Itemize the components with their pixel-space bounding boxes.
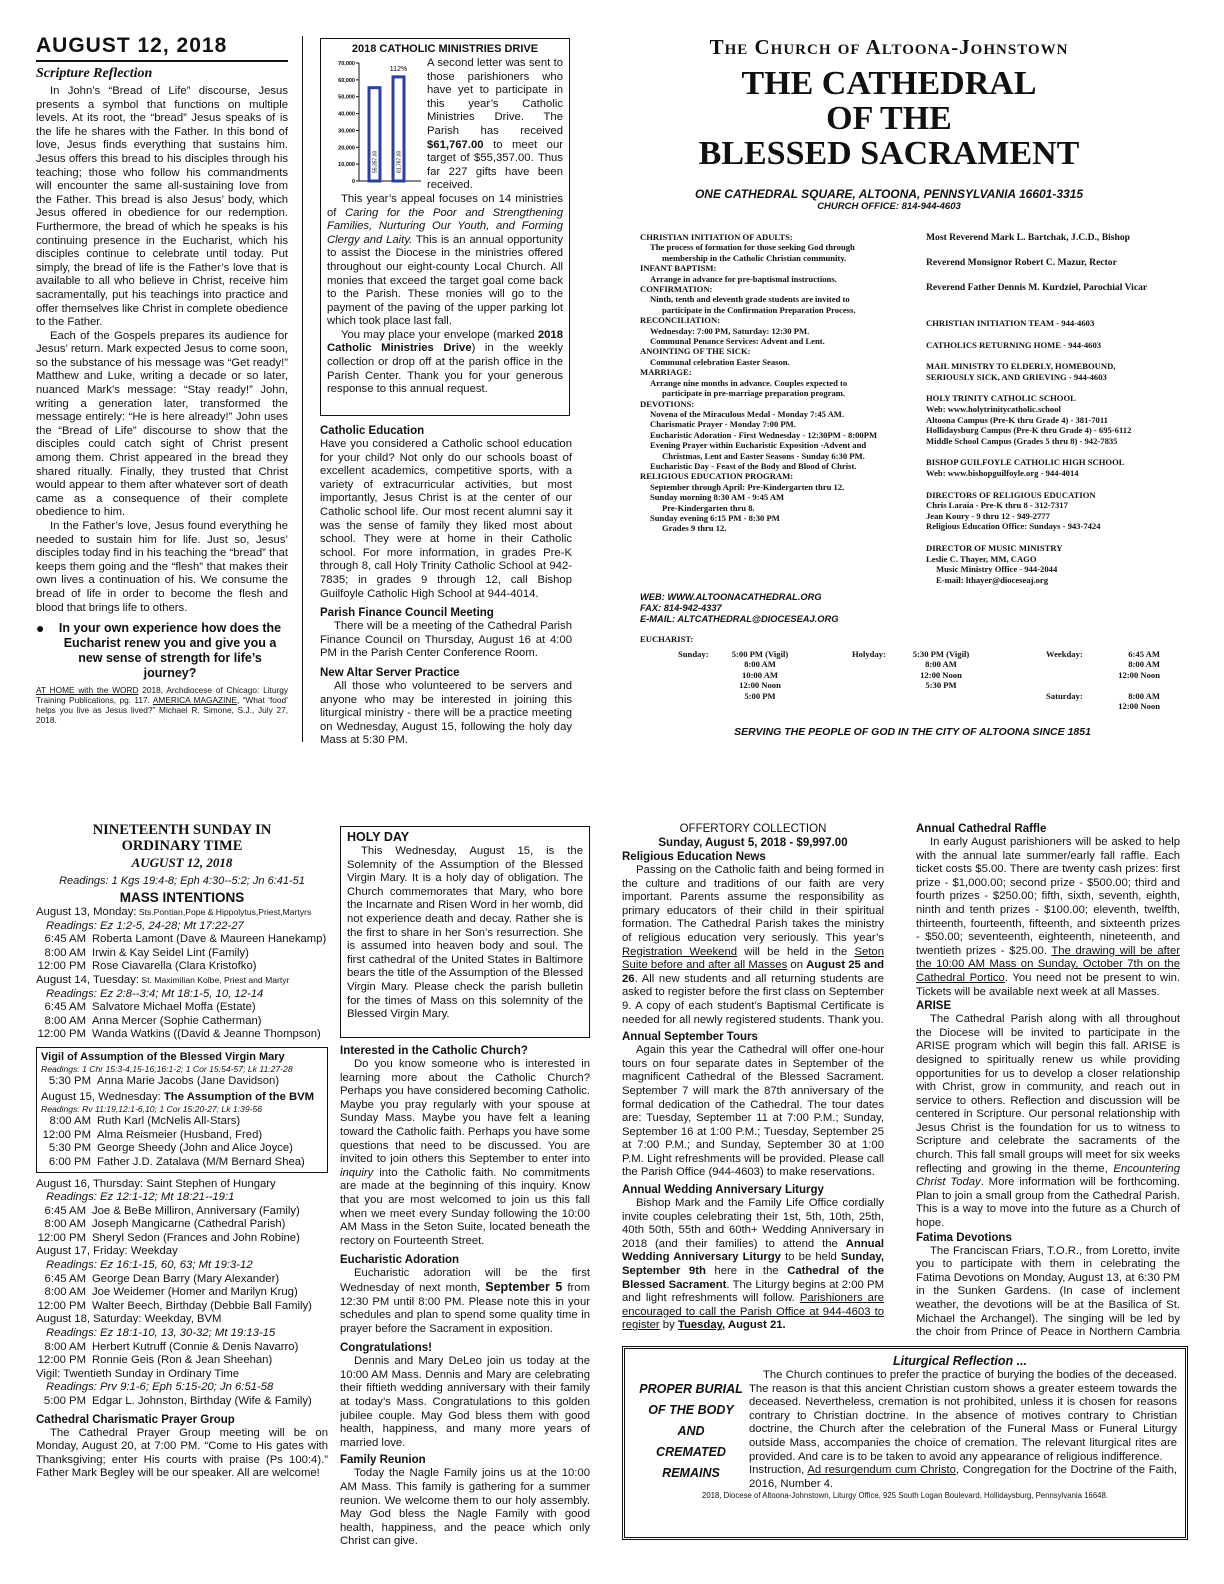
intention-name: Salvatore Michael Moffa (Estate) bbox=[92, 1001, 256, 1014]
offertory-heading: OFFERTORY COLLECTION bbox=[679, 823, 827, 835]
intention-time: 5:30 PM bbox=[48, 1142, 91, 1155]
catholic-education-heading: Catholic Education bbox=[320, 425, 425, 437]
sacrament-line: Grades 9 thru 12. bbox=[662, 523, 727, 534]
intention-name: Joseph Mangicarne (Cathedral Parish) bbox=[92, 1218, 286, 1231]
bar-label: 61,767.00 bbox=[396, 150, 403, 173]
altar-text: All those who volunteered to be servers and anyone who may be interested in joining this liturgical ministry - there will be a practice meeting on Wednesday, August 15, following the holy day Mass at 5:30 PM. bbox=[320, 679, 572, 747]
sacrament-heading: RECONCILIATION: bbox=[640, 315, 721, 326]
intention-name: Alma Reismeier (Husband, Fred) bbox=[97, 1128, 263, 1141]
intention-row bbox=[41, 1115, 305, 1129]
charismatic-heading: Cathedral Charismatic Prayer Group bbox=[36, 1413, 235, 1426]
fatima-heading: Fatima Devotions bbox=[916, 1231, 1012, 1244]
intention-row bbox=[36, 1341, 298, 1355]
mass-day-label: August 14, Tuesday: bbox=[36, 973, 139, 986]
clergy-rector: Reverend Monsignor Robert C. Mazur, Rector bbox=[926, 257, 1117, 268]
offertory-line: Sunday, August 5, 2018 - $9,997.00 bbox=[658, 837, 848, 849]
column-divider bbox=[302, 36, 303, 742]
sacrament-heading: DEVOTIONS: bbox=[640, 398, 695, 409]
directory-line: HOLY TRINITY CATHOLIC SCHOOL bbox=[926, 393, 1076, 404]
sacrament-line: participate in pre-marriage preparation program. bbox=[662, 388, 846, 399]
mass-day bbox=[36, 1178, 328, 1192]
intention-table bbox=[36, 1205, 300, 1246]
mass-day-readings: Readings: Ez 16:1-15, 60, 63; Mt 19:3-12 bbox=[46, 1259, 253, 1272]
y-tick-label: 30,000 bbox=[338, 128, 355, 135]
sacrament-line: Charismatic Prayer - Monday 7:00 PM. bbox=[650, 419, 796, 430]
mass-time: 8:00 AM bbox=[1128, 659, 1160, 670]
intention-name: Herbert Kutruff (Connie & Denis Navarro) bbox=[92, 1340, 299, 1353]
sacrament-line: Ninth, tenth and eleventh grade students are invited to bbox=[650, 294, 850, 305]
intention-row bbox=[41, 1129, 305, 1143]
directory-line: E-mail: lthayer@dioceseaj.org bbox=[936, 574, 1049, 585]
mass-time: 5:30 PM (Vigil) bbox=[912, 648, 970, 659]
scripture-body bbox=[36, 85, 288, 615]
intention-time: 12:00 PM bbox=[37, 960, 86, 973]
sunday-title-2: ORDINARY TIME bbox=[121, 838, 243, 854]
mass-day-feast: Sts.Pontian,Pope & Hippolytus,Priest,Martyrs bbox=[136, 907, 312, 917]
scripture-heading: Scripture Reflection bbox=[36, 66, 153, 81]
sacrament-line: Communal celebration Easter Season. bbox=[650, 356, 790, 367]
holyday-times bbox=[896, 649, 986, 691]
eucharist-schedule bbox=[640, 634, 1185, 712]
intention-time: 12:00 PM bbox=[37, 1028, 86, 1041]
adoration-text: Eucharistic adoration will be the first Wednesday of next month, September 5 from 12:30 PM until 8:00 PM. Please note this in your schedules and plan to spend some quality time in prayer before the Sacrament in exposition. bbox=[340, 1267, 590, 1335]
intention-time: 5:30 PM bbox=[48, 1074, 91, 1087]
charismatic-text: The Cathedral Prayer Group meeting will be on Monday, August 20, at 7:00 PM. “Come to His gates with Thanksgiving; enter His courts with praise (Ps 100:4).” Father Mark Begley will be our speaker. All are welcome! bbox=[36, 1426, 328, 1480]
scripture-paragraph: In the Father’s love, Jesus found everything he needed to sustain him for life. Just so, Jesus’ disciples today find in his teaching the “bread” that keeps them going and the “flesh” that makes their own lives a continuation of his. We consume the bread of life in order to become the flesh and blood that brings life to others. bbox=[36, 520, 288, 614]
drive-bar-chart bbox=[327, 57, 423, 187]
raffle-heading: Annual Cathedral Raffle bbox=[916, 823, 1047, 835]
scripture-paragraph: Each of the Gospels prepares its audience for Jesus’ return. Mark expected Jesus to come soon, so the substance of his message was “Get ready!” Matthew and Luke, writing a decade or so later, nuanced Mark’s message: “Stay ready!” John, writing a generation later, transformed the message entirely: “He is here already!” John uses the “Bread of Life” discourse to show that the disciples could catch sight of Christ present among them. Christ appeared in the bread they shared ritually. Finally, they trusted that Christ would appear to them after whatever sort of death came as a consequence of their complete obedience to him. bbox=[36, 329, 288, 519]
drive-title: 2018 CATHOLIC MINISTRIES DRIVE bbox=[351, 43, 539, 55]
mass-time: 12:00 Noon bbox=[1118, 701, 1160, 712]
mass-intentions-column bbox=[36, 822, 328, 1552]
intention-row bbox=[36, 1395, 312, 1409]
mass-day-label: August 16, Thursday: bbox=[36, 1177, 144, 1190]
address: ONE CATHEDRAL SQUARE, ALTOONA, PENNSYLVANIA 16601-3315 bbox=[694, 187, 1084, 201]
holy-day-text: This Wednesday, August 15, is the Solemnity of the Assumption of the Blessed Virgin Mary. It is a holy day of obligation. The Church commemorates that Mary, who bore the Incarnate and Risen Word in her womb, did not experience death and decay. Rather she is the first to share in her Son’s resurrection. She is assumed into heaven body and soul. The first cathedral of the United States in Baltimore bears the title of the Assumption of the Blessed Virgin Mary. Please check the parish bulletin for the times of Mass on this solemnity of the Blessed Virgin Mary. bbox=[347, 845, 583, 1021]
interested-heading: Interested in the Catholic Church? bbox=[340, 1045, 528, 1057]
mass-day bbox=[36, 906, 328, 920]
y-tick-label: 20,000 bbox=[338, 145, 355, 152]
intention-name: Anna Marie Jacobs (Jane Davidson) bbox=[97, 1074, 280, 1087]
holyday-label: Holyday: bbox=[852, 648, 886, 659]
mass-day bbox=[36, 974, 328, 988]
mass-time: 12:00 Noon bbox=[1118, 669, 1160, 680]
intention-name: George Sheedy (John and Alice Joyce) bbox=[97, 1142, 293, 1155]
directory-line: DIRECTOR OF MUSIC MINISTRY bbox=[926, 542, 1063, 553]
reunion-text: Today the Nagle Family joins us at the 10:00 AM Mass. This family is gathering for a summer reunion. We welcome them to our holy assembly. May God bless the Nagle Family with good health, happiness, and the peace which only Christ can give. bbox=[340, 1467, 590, 1548]
directory-line: Middle School Campus (Grades 5 thru 8) - 942-7835 bbox=[926, 435, 1118, 446]
tours-heading: Annual September Tours bbox=[622, 1031, 758, 1044]
intention-name: Joe & BeBe Milliron, Anniversary (Family) bbox=[92, 1204, 300, 1217]
mass-day-readings: Readings: Ez 2:8--3:4; Mt 18:1-5, 10, 12-14 bbox=[46, 987, 264, 1000]
mass-days-b bbox=[36, 1178, 328, 1368]
intention-row bbox=[36, 933, 326, 947]
scripture-paragraph: In John’s “Bread of Life” discourse, Jesus presents a symbol that functions on multiple levels. At its root, the “bread” Jesus speaks of is the life he shares with the Father. In this bond of love, Jesus finds everything that sustains him. Jesus offers this bread to his disciples through his teaching; those who follow his commandments will encounter the same all-sustaining love from the Father. This bread is also Jesus’ body, which Jesus offered in obedience for our redemption. Furthermore, the bread of which he speaks is his continuing presence in the Eucharist, which his disciples continue to celebrate until today. Put simply, the bread of life is the Father’s love that is available to all who believe in Christ, receive him sacramentally, put his teachings into practice and offer themselves like Christ in complete obedience to the Father. bbox=[36, 85, 288, 329]
sunday-label: Sunday: bbox=[678, 648, 709, 659]
weekday-times bbox=[1100, 649, 1160, 681]
mass-day-readings: Readings: Ez 18:1-10, 13, 30-32; Mt 19:13-15 bbox=[46, 1327, 276, 1340]
scripture-credit: AT HOME with the WORD 2018, Archdiocese of Chicago: Liturgy Training Publications, pg. 117. AMERICA MAGAZINE, “What ‘food’ helps you live as Jesus lived?” Michael R. Simone, S.J., July 27, 2018. bbox=[36, 685, 288, 726]
directory-line: Web: www.holytrinitycatholic.school bbox=[926, 403, 1061, 414]
assumption-readings: Readings: Rv 11:19,12:1-6,10; 1 Cor 15:20-27; Lk 1:39-56 bbox=[41, 1104, 263, 1115]
directory-line: Leslie C. Thayer, MM, CAGO bbox=[926, 553, 1037, 564]
y-tick-label: 0 bbox=[351, 179, 355, 185]
directory-line: CHRISTIAN INITIATION TEAM - 944-4603 bbox=[926, 318, 1095, 328]
intention-time: 8:00 AM bbox=[44, 946, 86, 959]
cathedral-name-3: BLESSED SACRAMENT bbox=[698, 135, 1080, 172]
finance-text: There will be a meeting of the Cathedral Parish Finance Council on Thursday, August 16 at 4:00 PM in the Parish Center Conference Room. bbox=[320, 620, 572, 660]
intention-row bbox=[36, 1286, 312, 1300]
catholic-education-text: Have you considered a Catholic school education for your child? Not only do our schools boast of excellent academics, competitive sports, with a variety of extracurricular activities, but most importantly, Jesus Christ is at the center of our Catholic school life. Our most recent alumni say it was the sense of family they liked most about school. They were at home in their Catholic school. For more information, in grades Pre-K through 8, call Holy Trinity Catholic School at 942-7835; in grades 9 through 12, call Bishop Guilfoyle Catholic High School at 944-4014. bbox=[320, 438, 572, 600]
drive-envelope: You may place your envelope (marked 2018 Catholic Ministries Drive) in the weekly collection or drop off at the parish office in the Parish Center. Thank you for your generous response to this annual request. bbox=[327, 328, 563, 396]
sacrament-line: Sunday evening 6:15 PM - 8:30 PM bbox=[650, 512, 780, 523]
reflection-question bbox=[36, 621, 288, 681]
intention-row bbox=[36, 1205, 300, 1219]
sacrament-line: Wednesday: 7:00 PM, Saturday: 12:30 PM. bbox=[650, 325, 810, 336]
intention-time: 6:45 AM bbox=[44, 1204, 86, 1217]
intention-name: Ronnie Geis (Ron & Jean Sheehan) bbox=[92, 1354, 273, 1367]
intention-table bbox=[41, 1075, 279, 1089]
fax-number: FAX: 814-942-4337 bbox=[640, 603, 722, 613]
intention-row bbox=[36, 1218, 300, 1232]
liturgical-heading: Liturgical Reflection ... bbox=[892, 1354, 1028, 1368]
intention-table bbox=[36, 933, 326, 974]
intention-row bbox=[41, 1156, 305, 1170]
saturday-label: Saturday: bbox=[1046, 690, 1083, 701]
vigil-sunday-day: Vigil: Twentieth Sunday in Ordinary Time bbox=[36, 1367, 240, 1380]
mass-day-feast: St. Maximilian Kolbe, Priest and Martyr bbox=[139, 974, 290, 985]
intention-name: Joe Weidemer (Homer and Marilyn Krug) bbox=[92, 1286, 298, 1299]
y-tick-label: 10,000 bbox=[338, 162, 355, 169]
congrats-text: Dennis and Mary DeLeo join us today at the 10:00 AM Mass. Dennis and Mary are celebrating their fiftieth wedding anniversary with their family at today’s Mass. Congratulations to this golden jubilee couple. May God bless them with good health, happiness, and many more years of married love. bbox=[340, 1355, 590, 1449]
holy-day-box bbox=[340, 826, 590, 1038]
intention-row bbox=[36, 1273, 312, 1287]
intention-row bbox=[36, 960, 326, 974]
mass-time: 8:00 AM bbox=[1128, 690, 1160, 701]
congrats-heading: Congratulations! bbox=[340, 1342, 432, 1355]
sacrament-line: membership in the Catholic Christian community. bbox=[662, 252, 847, 263]
vigil-title: Vigil of Assumption of the Blessed Virgin Mary bbox=[41, 1050, 285, 1063]
office-phone: CHURCH OFFICE: 814-944-4603 bbox=[817, 201, 961, 212]
intention-name: Walter Beech, Birthday (Debbie Ball Family) bbox=[92, 1299, 312, 1312]
ministries-drive-box bbox=[320, 38, 570, 416]
sacrament-line: Communal Penance Services: Advent and Lent. bbox=[650, 336, 825, 347]
wedding-heading: Annual Wedding Anniversary Liturgy bbox=[622, 1184, 824, 1197]
intention-table bbox=[36, 1273, 312, 1314]
reflection-question-text: In your own experience how does the Eucharist renew you and give you a new sense of strength for life’s journey? bbox=[58, 621, 282, 681]
mass-day-readings: Readings: Ez 1:2-5, 24-28; Mt 17:22-27 bbox=[46, 919, 244, 932]
drive-focus: This year’s appeal focuses on 14 ministries of Caring for the Poor and Strengthening Families, Nurturing Our Youth, and Forming Clergy and Laity. This is an annual opportunity to assist the Diocese in the ministries offered throughout our eight-county Local Church. All monies that exceed the target goal come back to the Parish. These monies will go to the payment of the paving of the upper parking lot which took place last fall. bbox=[327, 192, 564, 328]
sunday-times bbox=[720, 649, 800, 702]
sacrament-heading: CONFIRMATION: bbox=[640, 284, 713, 295]
news-column bbox=[622, 822, 884, 1338]
side-title-line: CREMATED bbox=[656, 1445, 726, 1459]
raffle-column bbox=[916, 822, 1180, 1338]
intention-time: 8:00 AM bbox=[44, 1218, 86, 1231]
intention-name: Ruth Karl (McNelis All-Stars) bbox=[97, 1115, 241, 1128]
liturgical-text: The Church continues to prefer the practice of burying the bodies of the deceased. The reason is that this ancient Christian custom shows a greater esteem towards the deceased. Nevertheless, cremation is not prohibited, unless it is chosen for reasons contrary to Christian doctrine. In the absence of motives contrary to Christian doctrine, the Church after the celebration of the Funeral Mass or Funeral Liturgy outside Mass, accompanies the choice of cremation. The relevant liturgical rites are provided. And care is to be taken to avoid any appearance of religious indifference. bbox=[749, 1369, 1177, 1463]
bulletin-date: AUGUST 12, 2018 bbox=[36, 34, 288, 62]
relig-ed-text: Passing on the Catholic faith and being formed in the culture and traditions of our faith are very important. Parents assume the responsibility as primary educators of their child in their spiritual formation. The Cathedral Parish takes the ministry of religious education very seriously. This year’s Registration Weekend will be held in the Seton Suite before and after all Masses on August 25 and 26. All new students and all returning students are asked to register before the first class on September 9. A copy of each student’s Baptismal Certificate is needed for all newly registered students. Thank you. bbox=[622, 864, 884, 1026]
altar-heading: New Altar Server Practice bbox=[320, 666, 460, 679]
intention-time: 8:00 AM bbox=[49, 1115, 91, 1128]
intention-row bbox=[36, 1354, 298, 1368]
serving-tagline: SERVING THE PEOPLE OF GOD IN THE CITY OF ALTOONA SINCE 1851 bbox=[734, 726, 1091, 738]
directory-line: DIRECTORS OF RELIGIOUS EDUCATION bbox=[926, 489, 1096, 500]
directory-line: Hollidaysburg Campus (Pre-K thru Grade 4) - 695-6112 bbox=[926, 425, 1132, 436]
intention-time: 6:00 PM bbox=[48, 1155, 91, 1168]
intention-time: 6:45 AM bbox=[44, 1272, 86, 1285]
intention-time: 8:00 AM bbox=[44, 1340, 86, 1353]
intention-name: Sheryl Sedon (Frances and John Robine) bbox=[92, 1231, 300, 1244]
bullet-icon: ● bbox=[36, 620, 45, 637]
y-tick-label: 60,000 bbox=[338, 77, 355, 84]
sacrament-line: The process of formation for those seeking God through bbox=[650, 242, 855, 253]
intention-name: Wanda Watkins ((David & Jeanne Thompson) bbox=[92, 1028, 321, 1041]
mass-day-feast: Weekday bbox=[127, 1245, 178, 1258]
wedding-text: Bishop Mark and the Family Life Office cordially invite couples celebrating their 1st, 5th, 10th, 25th, 40th 50th, 55th and 60th+ Wedding Anniversary in 2018 (and their families) to attend the Annual Wedding Anniversary Liturgy to be held Sunday, September 9th here in the Cathedral of the Blessed Sacrament. The Liturgy begins at 2:00 PM and light refreshments will follow. Parishioners are encouraged to call the Parish Office at 944-4603 to register by Tuesday, August 21. bbox=[622, 1197, 884, 1332]
bar-label: 55,357.00 bbox=[372, 150, 379, 173]
y-tick-label: 70,000 bbox=[338, 61, 355, 67]
middle-bottom-column bbox=[340, 1044, 590, 1548]
tours-text: Again this year the Cathedral will offer one-hour tours on four separate dates in September of the magnificent Cathedral of the Blessed Sacrament. September 7 will mark the 87th anniversary of the formal dedication of the Cathedral. The tour dates are: Tuesday, September 11 at 7:00 P.M.; Sunday, September 16 at 1:00 P.M.; Tuesday, September 25 at 7:00 P.M.; and Sunday, September 30 at 1:00 P.M. Light refreshments will be provided. Please call the Parish Office (944-4603) to make reservations. bbox=[622, 1044, 884, 1179]
vigil-sunday-readings: Readings: Prv 9:1-6; Eph 5:15-20; Jn 6:51-58 bbox=[46, 1381, 274, 1394]
arise-heading: ARISE bbox=[916, 1000, 952, 1013]
church-name: The Church of Altoona-Johnstown bbox=[709, 35, 1069, 59]
mass-time: 12:00 Noon bbox=[739, 680, 781, 691]
mass-time: 6:45 AM bbox=[1128, 648, 1160, 659]
liturgical-instruction: Instruction, Ad resurgendum cum Christo, Congregation for the Doctrine of the Faith, 2016, Number 4. bbox=[749, 1464, 1177, 1490]
intention-row bbox=[36, 1300, 312, 1314]
sacrament-line: participate in the Confirmation Preparation Process. bbox=[662, 304, 856, 315]
vigil-readings: Readings: 1 Chr 15:3-4,15-16;16:1-2; 1 Cor 15:54-57; Lk 11:27-28 bbox=[41, 1063, 293, 1074]
mass-day-feast: Saint Stephen of Hungary bbox=[143, 1177, 276, 1190]
sacrament-line: Arrange nine months in advance. Couples expected to bbox=[650, 377, 848, 388]
intention-time: 6:45 AM bbox=[44, 1001, 86, 1014]
mass-day-readings: Readings: Ez 12:1-12; Mt 18:21--19:1 bbox=[46, 1191, 235, 1204]
fatima-text: The Franciscan Friars, T.O.R., from Loretto, invite you to participate with them in celebrating the Fatima Devotions on Monday, August 13, at 6:30 PM in the Sunken Gardens. (In case of inclement weather, the devotions will be at the Basilica of St. Michael the Archangel). The singing will be led by the choir from Prince of Peace in Northern Cambria bbox=[916, 1244, 1180, 1338]
liturgical-side-title bbox=[633, 1369, 749, 1491]
sacrament-heading: CHRISTIAN INITIATION OF ADULTS: bbox=[640, 232, 793, 242]
intention-time: 8:00 AM bbox=[44, 1014, 86, 1027]
sacrament-line: Arrange in advance for pre-baptismal instructions. bbox=[650, 273, 837, 284]
relig-ed-heading: Religious Education News bbox=[622, 851, 766, 863]
mass-time: 5:30 PM bbox=[925, 680, 957, 691]
sacrament-line: Eucharistic Day - Feast of the Body and Blood of Christ. bbox=[650, 460, 857, 471]
sacrament-line: Novena of the Miraculous Medal - Monday 7:45 AM. bbox=[650, 408, 845, 419]
intention-name: George Dean Barry (Mary Alexander) bbox=[92, 1272, 280, 1285]
intention-row bbox=[41, 1142, 305, 1156]
directory-entry bbox=[926, 340, 1201, 351]
mass-day-feast: Weekday, BVM bbox=[141, 1313, 222, 1326]
intention-name: Father J.D. Zatalava (M/M Bernard Shea) bbox=[97, 1155, 305, 1168]
sacrament-heading: MARRIAGE: bbox=[640, 367, 692, 378]
directory-entry bbox=[926, 490, 1201, 532]
sacrament-line: Pre-Kindergarten thru 8. bbox=[662, 502, 755, 513]
weekday-label: Weekday: bbox=[1046, 648, 1083, 659]
scripture-column bbox=[36, 34, 288, 754]
sacrament-line: Evening Prayer within Eucharistic Exposition -Advent and bbox=[650, 440, 867, 451]
mass-day-label: August 17, Friday: bbox=[36, 1245, 128, 1258]
directory-entry bbox=[926, 543, 1201, 585]
intention-time: 8:00 AM bbox=[44, 1286, 86, 1299]
clergy-list bbox=[926, 232, 1196, 307]
sacrament-heading: ANOINTING OF THE SICK: bbox=[640, 346, 751, 357]
intention-row bbox=[36, 1232, 300, 1246]
mass-time: 5:00 PM bbox=[744, 690, 776, 701]
drive-text: A second letter was sent to those parishioners who have yet to participate in this year’s Catholic Ministries Drive. The Parish has received $61,767.00 to meet our target of $55,357.00. Thus far 227 gifts have been received. bbox=[427, 57, 563, 192]
raffle-text: In early August parishioners will be asked to help with the annual late summer/early fall raffle. Each ticket costs $5.00. There are twenty cash prizes: first prize - $1,000.00; second prize - $500.00; third and fourth prizes - $250.00; fifth, sixth, seventh, eighth, ninth and tenth prizes - $100.00; eleventh, twelfth, thirteenth, fourteenth, fifteenth, and sixteenth prizes - $50.00; seventeenth, eighteenth, nineteenth, and twentieth prizes - $25.00. The drawing will be after the 10:00 AM Mass on Sunday, October 7th on the Cathedral Portico. You need not be present to win. Tickets will be available next week at all Masses. bbox=[916, 836, 1180, 998]
directory-line: Music Ministry Office - 944-2044 bbox=[936, 564, 1058, 575]
intention-name: Edgar L. Johnston, Birthday (Wife & Family) bbox=[92, 1395, 312, 1407]
mass-day-label: August 18, Saturday: bbox=[36, 1313, 142, 1326]
intention-time: 12:00 PM bbox=[42, 1128, 91, 1141]
middle-top-column bbox=[320, 424, 572, 754]
email-link[interactable]: E-MAIL: ALTCATHEDRAL@DIOCESEAJ.ORG bbox=[640, 614, 839, 624]
side-title-line: REMAINS bbox=[662, 1466, 720, 1480]
directory-line: Jean Koury - 9 thru 12 - 949-2777 bbox=[926, 510, 1050, 521]
mass-days-a bbox=[36, 906, 328, 1042]
mass-time: 10:00 AM bbox=[741, 669, 779, 680]
intention-time: 12:00 PM bbox=[37, 1354, 86, 1367]
clergy-vicar: Reverend Father Dennis M. Kurdziel, Parochial Vicar bbox=[926, 282, 1148, 293]
directory-entry bbox=[926, 457, 1201, 478]
directory-line: Chris Laraia - Pre-K thru 8 - 312-7317 bbox=[926, 500, 1068, 511]
mass-time: 12:00 Noon bbox=[920, 669, 962, 680]
intention-table bbox=[41, 1115, 305, 1169]
sacrament-heading: INFANT BAPTISM: bbox=[640, 263, 717, 274]
finance-heading: Parish Finance Council Meeting bbox=[320, 607, 494, 620]
directory-line: Religious Education Office: Sundays - 943-7424 bbox=[926, 521, 1101, 532]
intention-name: Irwin & Kay Seidel Lint (Family) bbox=[92, 946, 249, 959]
intention-table bbox=[36, 1341, 298, 1368]
saturday-times bbox=[1100, 691, 1160, 712]
directory-line: SERIOUSLY SICK, AND GRIEVING - 944-4603 bbox=[926, 371, 1107, 382]
directory-line: BISHOP GUILFOYLE CATHOLIC HIGH SCHOOL bbox=[926, 457, 1125, 468]
sacraments-list bbox=[640, 232, 930, 534]
adoration-heading: Eucharistic Adoration bbox=[340, 1254, 460, 1267]
intention-time: 12:00 PM bbox=[37, 1299, 86, 1312]
cathedral-name-1: THE CATHEDRAL bbox=[741, 65, 1037, 102]
directory-entry bbox=[926, 318, 1201, 329]
intention-time: 12:00 PM bbox=[37, 1231, 86, 1244]
directory-entry bbox=[926, 393, 1201, 446]
intention-time: 6:45 AM bbox=[44, 933, 86, 946]
directory-line: CATHOLICS RETURNING HOME - 944-4603 bbox=[926, 339, 1102, 350]
directory-entry bbox=[926, 361, 1201, 382]
liturgical-reflection-box bbox=[622, 1346, 1188, 1540]
percent-annotation: 112% bbox=[389, 66, 408, 73]
directory-line: Altoona Campus (Pre-K thru Grade 4) - 381-7011 bbox=[926, 414, 1108, 425]
y-tick-label: 50,000 bbox=[338, 94, 355, 101]
mass-day bbox=[36, 1245, 328, 1259]
sacrament-line: Sunday morning 8:30 AM - 9:45 AM bbox=[650, 492, 785, 503]
sunday-readings: Readings: 1 Kgs 19:4-8; Eph 4:30--5:2; Jn 6:41-51 bbox=[59, 875, 305, 887]
mass-intentions-heading: MASS INTENTIONS bbox=[119, 890, 245, 905]
side-title-line: AND bbox=[677, 1424, 705, 1438]
mass-day-label: August 13, Monday: bbox=[36, 906, 137, 918]
sacrament-line: September through April: Pre-Kindergarten thru 12. bbox=[650, 481, 845, 492]
mass-time: 8:00 AM bbox=[744, 659, 776, 670]
intention-row bbox=[36, 947, 326, 961]
contact-block bbox=[640, 592, 910, 625]
eucharist-label: EUCHARIST: bbox=[640, 634, 694, 644]
directory-list bbox=[926, 318, 1201, 596]
intention-name: Anna Mercer (Sophie Catherman) bbox=[92, 1014, 262, 1027]
cathedral-name-2: OF THE bbox=[826, 100, 952, 137]
intention-name: Roberta Lamont (Dave & Maureen Hanekamp) bbox=[92, 933, 327, 946]
intention-table bbox=[36, 1395, 312, 1409]
intention-name: Rose Ciavarella (Clara Kristofko) bbox=[92, 960, 257, 973]
masthead bbox=[590, 34, 1188, 212]
intention-row bbox=[36, 1001, 321, 1015]
intention-table bbox=[36, 1001, 321, 1042]
directory-line: Web: www.bishopguilfoyle.org - 944-4014 bbox=[926, 467, 1079, 478]
arise-text: The Cathedral Parish along with all throughout the Diocese will be invited to participate in the ARISE program which will begin this fall. ARISE is designed to spiritually renew us while providing opportunities for us to develop a closer relationship with Christ, grow in community, and reach out in service to others. Reflection and discussion will be centered in Scripture. Our personal relationship with Jesus Christ is the foundation for us to witness to Scripture and celebrate the sacraments of the church. This fall small groups will meet for six weeks reflecting and growing in the theme, Encountering Christ Today. More information will be forthcoming. Plan to join a small group from the Cathedral Parish. This is a way to move into the future as a Church of hope. bbox=[916, 1013, 1180, 1230]
web-link[interactable]: WEB: WWW.ALTOONACATHEDRAL.ORG bbox=[640, 592, 822, 602]
mass-time: 5:00 PM (Vigil) bbox=[731, 648, 789, 659]
mass-time: 8:00 AM bbox=[925, 659, 957, 670]
sunday-date: AUGUST 12, 2018 bbox=[131, 855, 233, 870]
mass-day bbox=[36, 1313, 328, 1327]
directory-line: MAIL MINISTRY TO ELDERLY, HOMEBOUND, bbox=[926, 361, 1116, 372]
side-title-line: OF THE BODY bbox=[648, 1403, 734, 1417]
intention-row bbox=[36, 1028, 321, 1042]
intention-time: 5:00 PM bbox=[43, 1395, 86, 1407]
reunion-heading: Family Reunion bbox=[340, 1454, 426, 1467]
liturgical-footer: 2018, Diocese of Altoona-Johnstown, Liturgy Office, 925 South Logan Boulevard, Hollidaysburg, Pennsylvania 16648. bbox=[702, 1491, 1108, 1501]
sacrament-line: Christmas, Lent and Easter Seasons - Sunday 6:30 PM. bbox=[662, 450, 865, 461]
intention-row bbox=[36, 1015, 321, 1029]
sacrament-line: Eucharistic Adoration - First Wednesday - 12:30PM - 8:00PM bbox=[650, 429, 878, 440]
sunday-title-1: NINETEENTH SUNDAY IN bbox=[92, 822, 272, 838]
holy-day-heading: HOLY DAY bbox=[347, 830, 410, 844]
y-tick-label: 40,000 bbox=[338, 111, 355, 118]
clergy-bishop: Most Reverend Mark L. Bartchak, J.C.D., Bishop bbox=[926, 232, 1130, 243]
sacrament-heading: RELIGIOUS EDUCATION PROGRAM: bbox=[640, 471, 794, 482]
assumption-day: August 15, Wednesday: The Assumption of the BVM bbox=[41, 1090, 315, 1103]
interested-text: Do you know someone who is interested in learning more about the Catholic Church? Perhaps you have considered becoming Catholic. Maybe you pray regularly with your spouse at Sunday Mass. Maybe you have felt a leaning toward the Catholic faith. Perhaps you have some questions that need to be discussed. You are invited to join others this September to enter into inquiry into the Catholic faith. No commitments are made at the beginning of this inquiry. Know that you are most welcomed to join us this fall when we meet every Sunday following the 10:00 AM Mass in the Seton Suite, located beneath the rectory on Fourteenth Street. bbox=[340, 1058, 590, 1247]
vigil-box bbox=[36, 1047, 328, 1173]
side-title-line: PROPER BURIAL bbox=[639, 1382, 743, 1396]
intention-row bbox=[41, 1075, 279, 1089]
